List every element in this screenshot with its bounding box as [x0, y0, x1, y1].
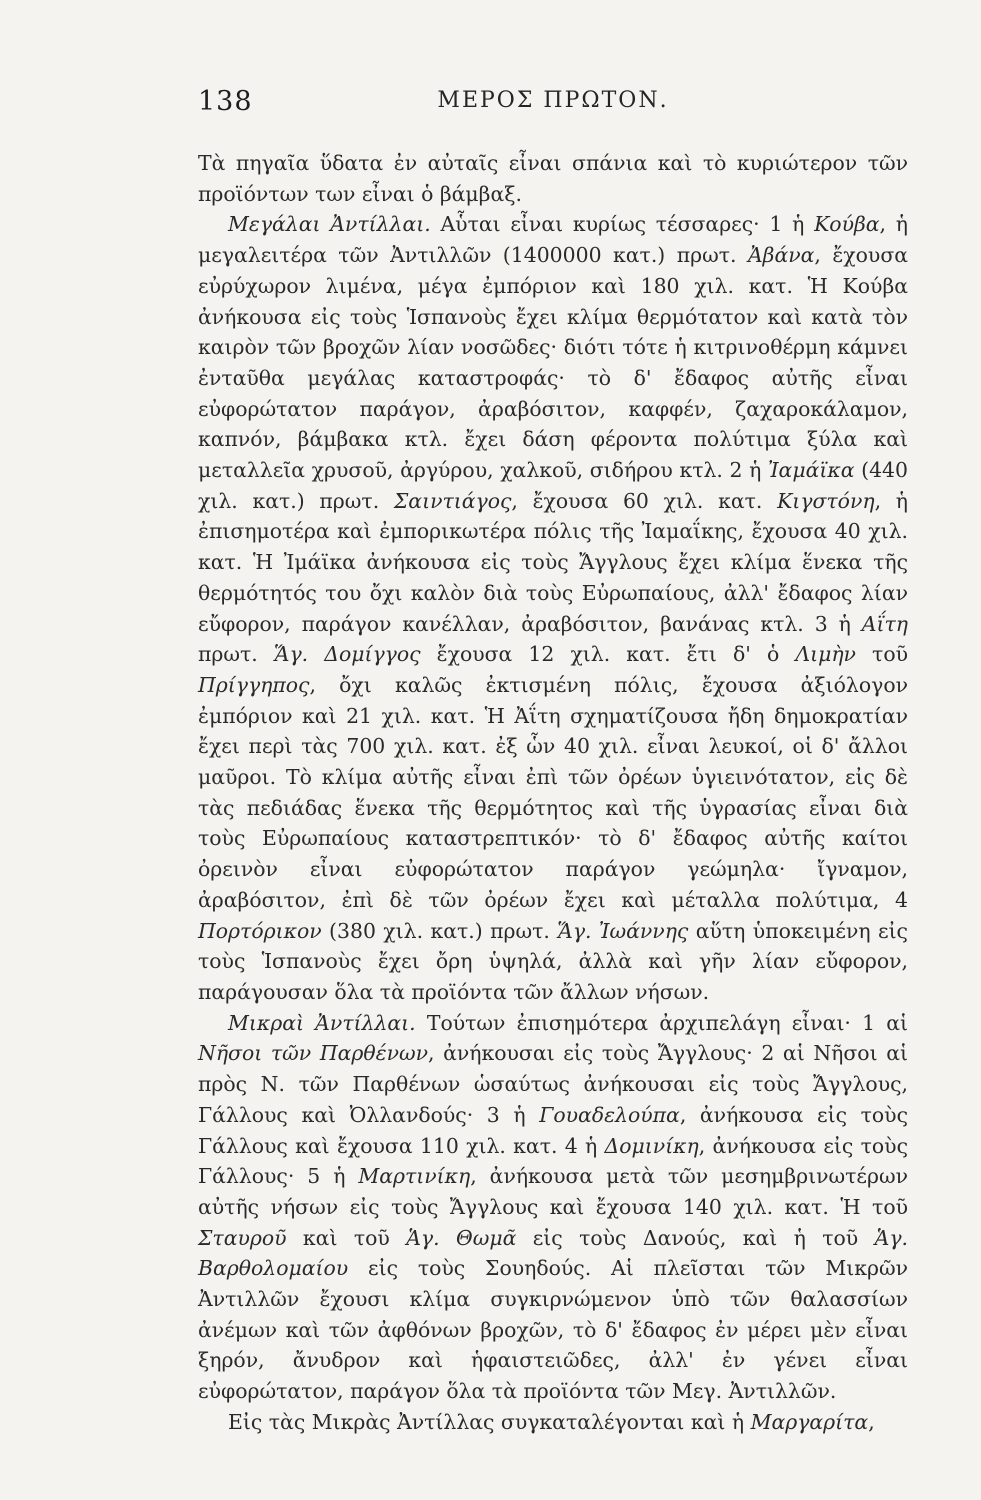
text-run: , ἀνήκουσα εἰς τοὺς Γάλλους καὶ ἔχουσα 110 χιλ. κατ. 4 ἡ	[198, 1102, 908, 1158]
text-run: Αὗται εἶναι κυρίως τέσσαρες· 1 ἡ	[430, 212, 815, 237]
text-run: , ἔχουσα εὐρύχωρον λιμένα, μέγα ἐμπόριον καὶ 180 χιλ. κατ. Ἡ Κούβα ἀνήκουσα εἰς τοὺς Ἱσπανοὺς ἔχει κλίμα θερμότατον καὶ κατὰ τὸν καιρὸν τῶν βροχῶν λίαν νοσῶδες· διότι τότε ἡ κιτρινοθέρμη κάμνει ἐνταῦθα μεγάλας καταστροφάς· τὸ δ' ἔδαφος αὐτῆς εἶναι εὐφορώτατον παράγον, ἀραβόσιτον, καφφέν, ζαχαροκάλαμον, καπνόν, βάμβακα κτλ. ἔχει δάση φέροντα πολύτιμα ξύλα καὶ μεταλλεῖα χρυσοῦ, ἀργύρου, χαλκοῦ, σιδήρου κτλ. 2 ἡ	[198, 243, 909, 483]
italic-term: Σταυροῦ	[198, 1225, 287, 1250]
text-run: εἰς τοὺς Σουηδούς. Αἱ πλεῖσται τῶν Μικρῶν Ἀντιλλῶν ἔχουσι κλίμα συγκιρνώμενον ὑπὸ τῶν θαλασσίων ἀνέμων καὶ τῶν ἀφθόνων βροχῶν, τὸ δ' ἔδαφος ἐν μέρει μὲν εἶναι ξηρόν, ἄνυδρον καὶ ἡφαιστειῶδες, ἀλλ' ἐν γένει εἶναι εὐφορώτατον, παράγον ὅλα τὰ προϊόντα τῶν Μεγ. Ἀντιλλῶν.	[198, 1256, 908, 1404]
italic-term: Σαιντιάγος	[393, 488, 512, 513]
text-run: τοῦ	[855, 642, 909, 667]
text-run: , ἔχουσα 60 χιλ. κατ.	[511, 488, 778, 513]
italic-term: Δομινίκη	[604, 1133, 699, 1158]
page-number: 138	[198, 86, 253, 117]
text-run: ,	[868, 1409, 875, 1434]
running-title: ΜΕΡΟΣ ΠΡΩΤΟΝ.	[437, 88, 669, 113]
text-run: (380 χιλ. κατ.) πρωτ.	[321, 918, 558, 943]
running-head	[198, 86, 908, 126]
paragraph	[198, 209, 908, 1007]
italic-term: Μεγάλαι Ἀντίλλαι.	[228, 212, 431, 237]
italic-term: Μαργαρίτα	[750, 1409, 869, 1434]
text-run: , ἡ ἐπισημοτέρα καὶ ἐμπορικωτέρα πόλις τῆς Ἰαμαΐκης, ἔχουσα 40 χιλ. κατ. Ἡ Ἰμάϊκα ἀνήκουσα εἰς τοὺς Ἄγγλους ἔχει κλίμα ἕνεκα τῆς θερμότητός του ὄχι καλὸν διὰ τοὺς Εὐρωπαίους, ἀλλ' ἔδαφος λίαν εὔφορον, παράγον κανέλλαν, ἀραβόσιτον, βανάνας κτλ. 3 ἡ	[198, 488, 908, 636]
text-run: Τούτων ἐπισημότερα ἀρχιπελάγη εἶναι· 1 αἱ	[415, 1010, 908, 1035]
text-run: , ἡ μεγαλειτέρα τῶν Ἀντιλλῶν (1400000 κατ.) πρωτ.	[198, 212, 908, 268]
text-run: αὕτη ὑποκειμένη εἰς τοὺς Ἱσπανοὺς ἔχει ὄρη ὑψηλά, ἀλλὰ καὶ γῆν λίαν εὔφορον, παράγουσαν ὅλα τὰ προϊόντα τῶν ἄλλων νήσων.	[198, 918, 908, 1004]
text-run: καὶ τοῦ	[286, 1225, 407, 1250]
text-run: , ἀνήκουσα μετὰ τῶν μεσημβρινωτέρων αὐτῆς νήσων εἰς τοὺς Ἄγγλους καὶ ἔχουσα 140 χιλ. κατ. Ἡ τοῦ	[198, 1164, 908, 1219]
italic-term: Γουαδελούπα	[539, 1102, 680, 1127]
body-text	[198, 148, 908, 1438]
italic-term: Κιγστόνη	[777, 488, 875, 513]
italic-term: Ἀβάνα	[747, 243, 815, 268]
italic-term: Πορτόρικον	[198, 918, 322, 943]
text-run: , ἀνήκουσαι εἰς τοὺς Ἄγγλους· 2 αἱ Νῆσοι αἱ πρὸς Ν. τῶν Παρθένων ὡσαύτως ἀνήκουσαι εἰς τοὺς Ἄγγλους, Γάλλους καὶ Ὀλλανδούς· 3 ἡ	[198, 1041, 908, 1127]
text-run: εἰς τοὺς Δανούς, καὶ ἡ τοῦ	[516, 1225, 875, 1250]
paragraph	[198, 1407, 908, 1438]
text-run: ἔχουσα 12 χιλ. κατ. ἔτι δ' ὁ	[420, 642, 796, 667]
italic-term: Λιμὴν	[795, 642, 856, 667]
text-run: , ἀνήκουσα εἰς τοὺς Γάλλους· 5 ἡ	[198, 1133, 908, 1189]
text-run: , ὄχι καλῶς ἐκτισμένη πόλις, ἔχουσα ἀξιόλογον ἐμπόριον καὶ 21 χιλ. κατ. Ἡ Ἀΐτη σχηματίζουσα ἤδη δημοκρατίαν ἔχει περὶ τὰς 700 χιλ. κατ. ἐξ ὧν 40 χιλ. εἶναι λευκοί, οἱ δ' ἄλλοι μαῦροι. Τὸ κλίμα αὐτῆς εἶναι ἐπὶ τῶν ὀρέων ὑγιεινότατον, εἰς δὲ τὰς πεδιάδας ἕνεκα τῆς θερμότητος καὶ τῆς ὑγρασίας εἶναι διὰ τοὺς Εὐρωπαίους καταστρεπτικόν· τὸ δ' ἔδαφος αὐτῆς καίτοι ὀρεινὸν εἶναι εὐφορώτατον παράγον γεώμηλα· ἴγναμον, ἀραβόσιτον, ἐπὶ δὲ τῶν ὀρέων ἔχει καὶ μέταλλα πολύτιμα, 4	[198, 672, 908, 912]
italic-term: Νῆσοι τῶν Παρθένων	[198, 1041, 428, 1066]
paragraph	[198, 148, 908, 209]
italic-term: Μαρτινίκη	[358, 1164, 471, 1189]
italic-term: Πρίγγηπος	[198, 672, 310, 697]
italic-term: Κούβα	[814, 212, 880, 237]
italic-term: Αΐτη	[861, 611, 908, 636]
italic-term: Ἁγ. Βαρθολομαίου	[198, 1225, 908, 1281]
italic-term: Μικραὶ Ἀντίλλαι.	[228, 1010, 416, 1035]
italic-term: Ἁγ. Θωμᾶ	[406, 1225, 517, 1250]
text-run: Εἰς τὰς Μικρὰς Ἀντίλλας συγκαταλέγονται καὶ ἡ	[228, 1409, 751, 1434]
italic-term: Ἅγ. Ἰωάννης	[557, 918, 689, 943]
paragraph	[198, 1008, 908, 1407]
text-run: πρωτ.	[198, 642, 274, 667]
italic-term: Ἰαμάϊκα	[767, 458, 855, 483]
text-run: Τὰ πηγαῖα ὕδατα ἐν αὐταῖς εἶναι σπάνια καὶ τὸ κυριώτερον τῶν προϊόντων των εἶναι ὁ βάμβαξ.	[198, 151, 908, 206]
text-run: (440 χιλ. κατ.) πρωτ.	[198, 458, 908, 513]
italic-term: Ἅγ. Δομίγγος	[273, 642, 421, 667]
